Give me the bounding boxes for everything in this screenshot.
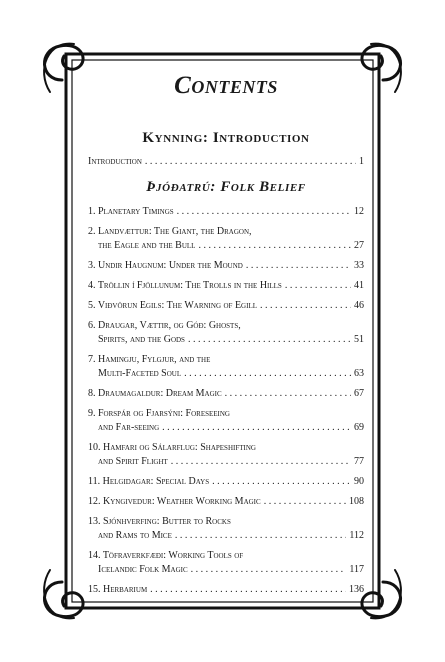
toc-page-number: 33 [354,260,364,271]
toc-entry[interactable] [88,225,364,253]
dot-leader [225,387,351,401]
toc-entry-title-line: 14. Töfraverkfæði: Working Tools of [88,550,244,561]
dot-leader [191,563,347,577]
toc-entry[interactable] [88,155,364,169]
toc-entry[interactable] [88,259,364,273]
toc-entry-title-line: 6. Draugar, Vættir, og Góð: Ghosts, [88,320,241,331]
toc-entry[interactable] [88,387,364,401]
page-title: Contents [174,72,278,99]
toc-entry[interactable] [88,407,364,435]
toc-entry-title-line: and Far-seeing [98,422,160,433]
dot-leader [175,529,346,543]
toc-page-number: 136 [349,584,364,595]
toc-entry-title-line: 1. Planetary Timings [88,206,174,217]
toc-entry-title-line: 9. Forspár og Fjarsýni: Foreseeing [88,408,230,419]
toc-entry-title-line: 7. Hamingju, Fylgjur, and the [88,354,211,365]
toc-entry-title-line: 5. Viðvörun Egils: The Warning of Egill [88,300,257,311]
toc-entry[interactable] [88,279,364,293]
section-folk-belief-list [88,205,364,597]
dot-leader [177,205,351,219]
toc-entry[interactable] [88,319,364,347]
section-heading-introduction: Kynning: Introduction [142,130,310,146]
dot-leader [264,495,346,509]
toc-page-number: 51 [354,334,364,345]
toc-page-number: 1 [359,156,364,167]
toc-entry-title-line: and Rams to Mice [98,530,172,541]
dot-leader [188,333,351,347]
toc-page-number: 77 [354,456,364,467]
toc-entry-title-line: 15. Herbarium [88,584,148,595]
toc-entry[interactable] [88,299,364,313]
dot-leader [171,455,351,469]
toc-entry[interactable] [88,583,364,597]
toc-entry[interactable] [88,515,364,543]
toc-entry-title-line: 10. Hamfari og Sálarflug: Shapeshifting [88,442,256,453]
section-introduction-list [88,155,364,169]
toc-entry-title-line: 13. Sjónhverfing: Butter to Rocks [88,516,231,527]
toc-entry-title-line: Introduction [88,156,142,167]
toc-page-number: 63 [354,368,364,379]
toc-entry-title-line: 11. Helgidagar: Special Days [88,476,210,487]
toc-entry-title-line: 12. Kyngivedur: Weather Working Magic [88,496,261,507]
toc-entry-title-line: Spirits, and the Gods [98,334,185,345]
toc-entry[interactable] [88,353,364,381]
toc-page-number: 90 [354,476,364,487]
toc-entry-title-line: 2. Landvættur: The Giant, the Dragon, [88,226,252,237]
dot-leader [212,475,351,489]
dot-leader [285,279,351,293]
toc-page-number: 12 [354,206,364,217]
toc-entry[interactable] [88,475,364,489]
toc-page-number: 41 [354,280,364,291]
toc-page-number: 117 [349,564,364,575]
dot-leader [162,421,351,435]
toc-page-number: 67 [354,388,364,399]
dot-leader [150,583,346,597]
dot-leader [260,299,351,313]
toc-entry-title-line: the Eagle and the Bull [98,240,196,251]
toc-entry-title-line: 4. Tröllin í Fjöllunum: The Trolls in the Hills [88,280,282,291]
dot-leader [246,259,351,273]
dot-leader [184,367,351,381]
toc-page-number: 108 [349,496,364,507]
toc-entry[interactable] [88,495,364,509]
toc-entry[interactable] [88,441,364,469]
toc-entry-title-line: 8. Draumagaldur: Dream Magic [88,388,222,399]
toc-page-number: 112 [349,530,364,541]
toc-entry-title-line: 3. Undir Haugnum: Under the Mound [88,260,243,271]
toc-entry-title-line: and Spirit Flight [98,456,168,467]
section-heading-folk-belief: Þjóðatrú: Folk Belief [146,179,306,195]
toc-page-number: 27 [354,240,364,251]
contents-page [88,72,364,603]
toc-page-number: 69 [354,422,364,433]
dot-leader [198,239,351,253]
dot-leader [145,155,356,169]
toc-entry[interactable] [88,205,364,219]
toc-page-number: 46 [354,300,364,311]
toc-entry-title-line: Icelandic Folk Magic [98,564,188,575]
toc-entry-title-line: Multi-Faceted Soul [98,368,182,379]
toc-entry[interactable] [88,549,364,577]
